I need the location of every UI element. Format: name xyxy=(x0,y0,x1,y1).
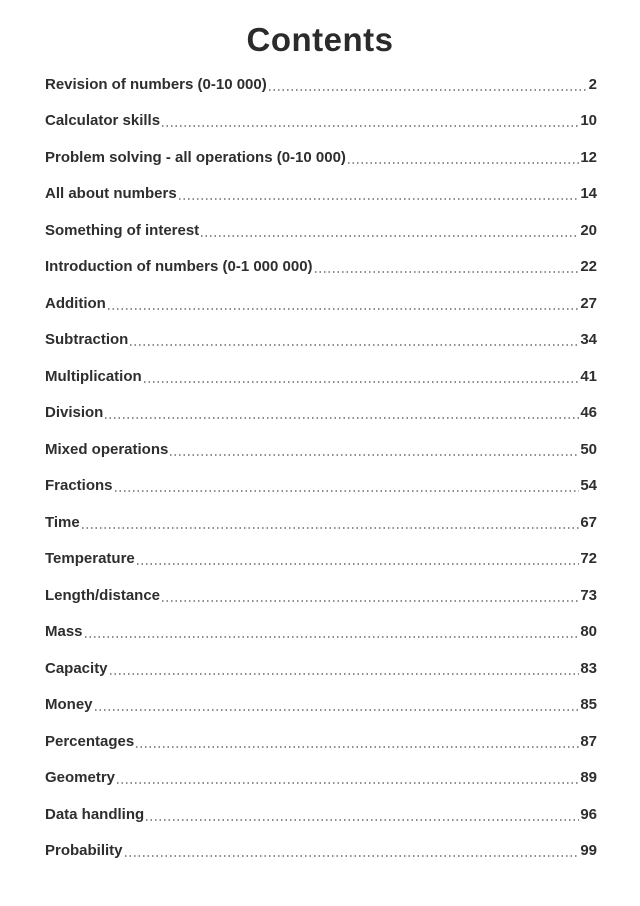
toc-entry-label: Probability xyxy=(45,842,123,859)
toc-entry xyxy=(45,647,597,684)
toc-entry-leader xyxy=(136,746,579,748)
toc-entry xyxy=(45,246,597,283)
toc-entry-page: 41 xyxy=(580,367,597,385)
toc-entry xyxy=(45,209,597,246)
toc-entry xyxy=(45,100,597,137)
toc-entry-label: Fractions xyxy=(45,477,113,494)
toc-entry-label: Temperature xyxy=(45,550,135,567)
toc-entry-label: Introduction of numbers (0-1 000 000) xyxy=(45,258,313,275)
toc-entry xyxy=(45,611,597,648)
toc-entry-leader xyxy=(269,89,588,91)
toc-entry-leader xyxy=(125,855,580,857)
toc-entry xyxy=(45,684,597,721)
toc-entry xyxy=(45,830,597,867)
toc-entry-page: 2 xyxy=(588,75,597,93)
toc-entry-page: 46 xyxy=(580,404,597,421)
toc-entry-leader xyxy=(315,271,580,273)
toc-entry-page: 96 xyxy=(580,805,597,823)
toc-entry-page: 10 xyxy=(580,112,597,129)
toc-entry-leader xyxy=(85,636,580,638)
toc-entry-leader xyxy=(117,782,579,784)
toc-entry-leader xyxy=(108,308,579,310)
toc-entry-label: Problem solving - all operations (0-10 000) xyxy=(45,148,346,166)
toc-entry xyxy=(45,793,597,830)
toc-entry-page: 22 xyxy=(580,258,597,275)
toc-entry-leader xyxy=(179,198,580,200)
toc-entry-leader xyxy=(130,344,579,346)
toc-entry xyxy=(45,465,597,502)
toc-entry-leader xyxy=(115,490,580,492)
toc-entry xyxy=(45,501,597,538)
toc-entry-leader xyxy=(170,454,579,456)
toc-entry-leader xyxy=(162,125,579,127)
toc-entry-label: Mass xyxy=(45,623,83,640)
toc-entry-leader xyxy=(144,381,580,383)
toc-entry-page: 34 xyxy=(580,331,597,348)
toc-entry-leader xyxy=(146,819,579,821)
toc-entry-leader xyxy=(348,162,579,164)
toc-entry xyxy=(45,63,597,100)
toc-entry-leader xyxy=(110,673,580,675)
toc-entry-label: Time xyxy=(45,513,80,531)
toc-entry-label: Percentages xyxy=(45,732,135,750)
toc-entry xyxy=(45,136,597,173)
toc-entry-page: 87 xyxy=(580,732,597,750)
toc-entry xyxy=(45,173,597,210)
toc-entry-page: 67 xyxy=(580,513,597,531)
toc-entry xyxy=(45,428,597,465)
toc-entry-page: 72 xyxy=(580,550,597,567)
toc-entry xyxy=(45,538,597,575)
toc-entry-label: Addition xyxy=(45,294,106,312)
toc-entry-page: 12 xyxy=(580,148,597,166)
toc-entry-label: Capacity xyxy=(45,659,108,677)
toc-entry-page: 80 xyxy=(580,623,597,640)
toc-entry-label: Data handling xyxy=(45,805,145,823)
toc-entry-label: Subtraction xyxy=(45,331,129,348)
toc-entry-label: Something of interest xyxy=(45,221,200,239)
toc-entry-leader xyxy=(105,417,579,419)
toc-entry xyxy=(45,282,597,319)
toc-entry-page: 89 xyxy=(580,769,597,786)
toc-entry-page: 85 xyxy=(580,696,597,713)
toc-entry-page: 14 xyxy=(580,185,597,202)
toc-entry-leader xyxy=(137,563,580,565)
toc-entry-label: Money xyxy=(45,696,93,713)
toc-entry-page: 27 xyxy=(580,294,597,312)
toc-entry-label: Mixed operations xyxy=(45,440,169,458)
toc-entry-label: Division xyxy=(45,404,104,421)
toc-entry-page: 20 xyxy=(580,221,597,239)
toc-entry xyxy=(45,757,597,794)
toc-entry xyxy=(45,574,597,611)
toc-entry-label: Multiplication xyxy=(45,367,142,385)
toc-entry-label: Geometry xyxy=(45,769,116,786)
toc-entry-page: 83 xyxy=(580,659,597,677)
page-title: Contents xyxy=(246,21,394,58)
toc-entry-page: 50 xyxy=(580,440,597,458)
toc-list xyxy=(0,63,640,866)
toc-entry-page: 73 xyxy=(580,586,597,604)
toc-entry xyxy=(45,720,597,757)
toc-entry-label: Length/distance xyxy=(45,586,161,604)
toc-entry-label: Revision of numbers (0-10 000) xyxy=(45,75,267,93)
toc-entry-page: 54 xyxy=(580,477,597,494)
toc-entry xyxy=(45,392,597,429)
toc-entry xyxy=(45,355,597,392)
toc-entry-page: 99 xyxy=(580,842,597,859)
toc-entry-label: Calculator skills xyxy=(45,112,161,129)
toc-entry-leader xyxy=(162,600,579,602)
toc-entry-leader xyxy=(95,709,580,711)
toc-entry-label: All about numbers xyxy=(45,185,177,202)
toc-entry-leader xyxy=(82,527,580,529)
toc-entry-leader xyxy=(201,235,579,237)
toc-entry xyxy=(45,319,597,356)
